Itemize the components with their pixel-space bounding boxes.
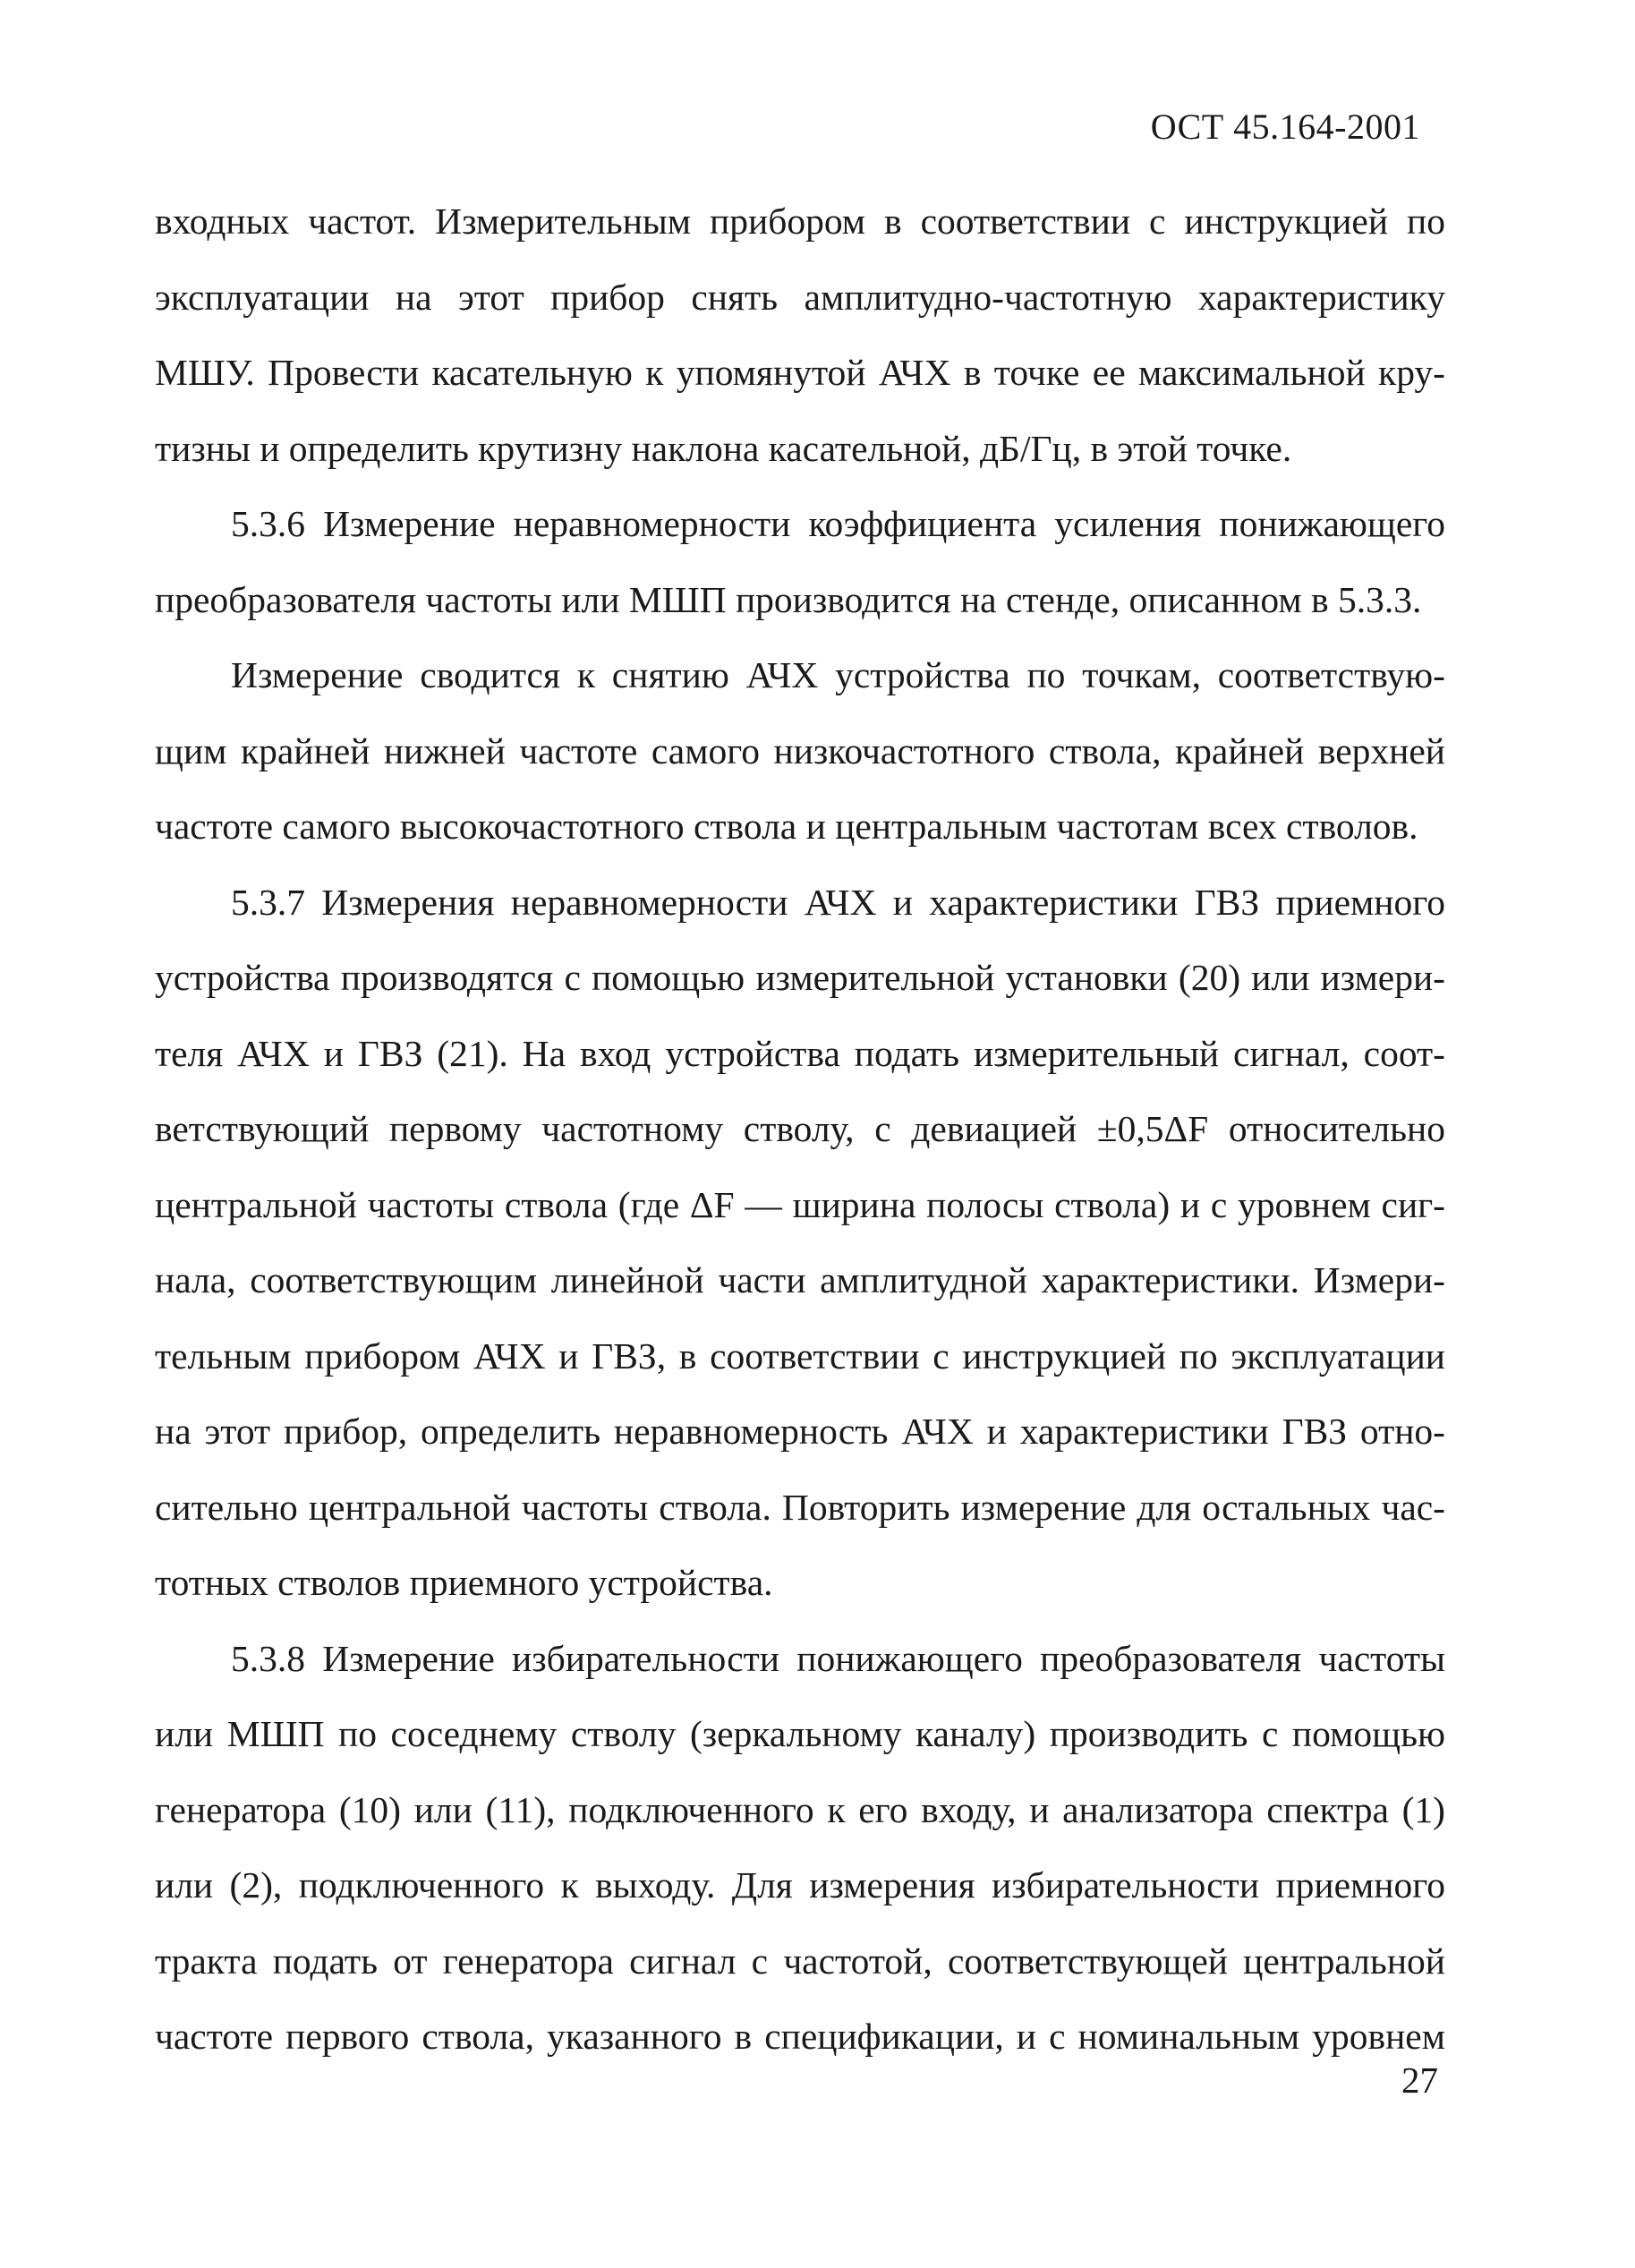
- body-text: [155, 183, 1445, 2075]
- text-line: генератора (10) или (11), подключенного к его входу, и анализатора спектра (1): [155, 1788, 1445, 1830]
- text-line: устройства производятся с помощью измерительной установки (20) или измери-: [155, 957, 1445, 998]
- text-line: частоте первого ствола, указанного в спецификации, и с номинальным уровнем: [155, 2016, 1445, 2057]
- text-line: или МШП по соседнему стволу (зеркальному каналу) производить с помощью: [155, 1713, 1445, 1754]
- text-line: преобразователя частоты или МШП производится на стенде, описанном в 5.3.3.: [155, 578, 1422, 620]
- text-line: 5.3.6 Измерение неравномерности коэффициента усиления понижающего: [231, 503, 1445, 544]
- text-line: тотных стволов приемного устройства.: [155, 1562, 773, 1603]
- text-line: тракта подать от генератора сигнал с частотой, соответствующей центральной: [155, 1940, 1445, 1982]
- text-line: 5.3.7 Измерения неравномерности АЧХ и характеристики ГВЗ приемного: [231, 881, 1445, 923]
- text-line: входных частот. Измерительным прибором в соответствии с инструкцией по: [155, 200, 1445, 242]
- text-line: тизны и определить крутизну наклона касательной, дБ/Гц, в этой точке.: [155, 427, 1292, 469]
- text-line: Измерение сводится к снятию АЧХ устройства по точкам, соответствую-: [231, 654, 1445, 695]
- text-line: 5.3.8 Измерение избирательности понижающего преобразователя частоты: [231, 1637, 1445, 1679]
- text-line: эксплуатации на этот прибор снять амплитудно-частотную характеристику: [155, 276, 1445, 318]
- text-line: щим крайней нижней частоте самого низкочастотного ствола, крайней верхней: [155, 729, 1445, 772]
- text-line: или (2), подключенного к выходу. Для измерения избирательности приемного: [155, 1864, 1445, 1906]
- text-line: тельным прибором АЧХ и ГВЗ, в соответствии с инструкцией по эксплуатации: [155, 1334, 1445, 1377]
- text-line: теля АЧХ и ГВЗ (21). На вход устройства подать измерительный сигнал, соот-: [155, 1032, 1445, 1074]
- text-line: сительно центральной частоты ствола. Повторить измерение для остальных час-: [155, 1486, 1445, 1528]
- text-line: МШУ. Провести касательную к упомянутой АЧХ в точке ее максимальной кру-: [155, 352, 1445, 393]
- document-code: ОСТ 45.164-2001: [1150, 107, 1420, 147]
- page-number: 27: [1401, 2059, 1438, 2101]
- text-line: частоте самого высокочастотного ствола и центральным частотам всех стволов.: [155, 806, 1418, 847]
- text-line: ветствующий первому частотному стволу, с девиацией ±0,5ΔF относительно: [155, 1108, 1445, 1149]
- text-line: на этот прибор, определить неравномерность АЧХ и характеристики ГВЗ отно-: [155, 1411, 1445, 1452]
- text-line: нала, соответствующим линейной части амплитудной характеристики. Измери-: [155, 1259, 1445, 1300]
- text-line: центральной частоты ствола (где ΔF — ширина полосы ствола) и с уровнем сиг-: [155, 1183, 1445, 1225]
